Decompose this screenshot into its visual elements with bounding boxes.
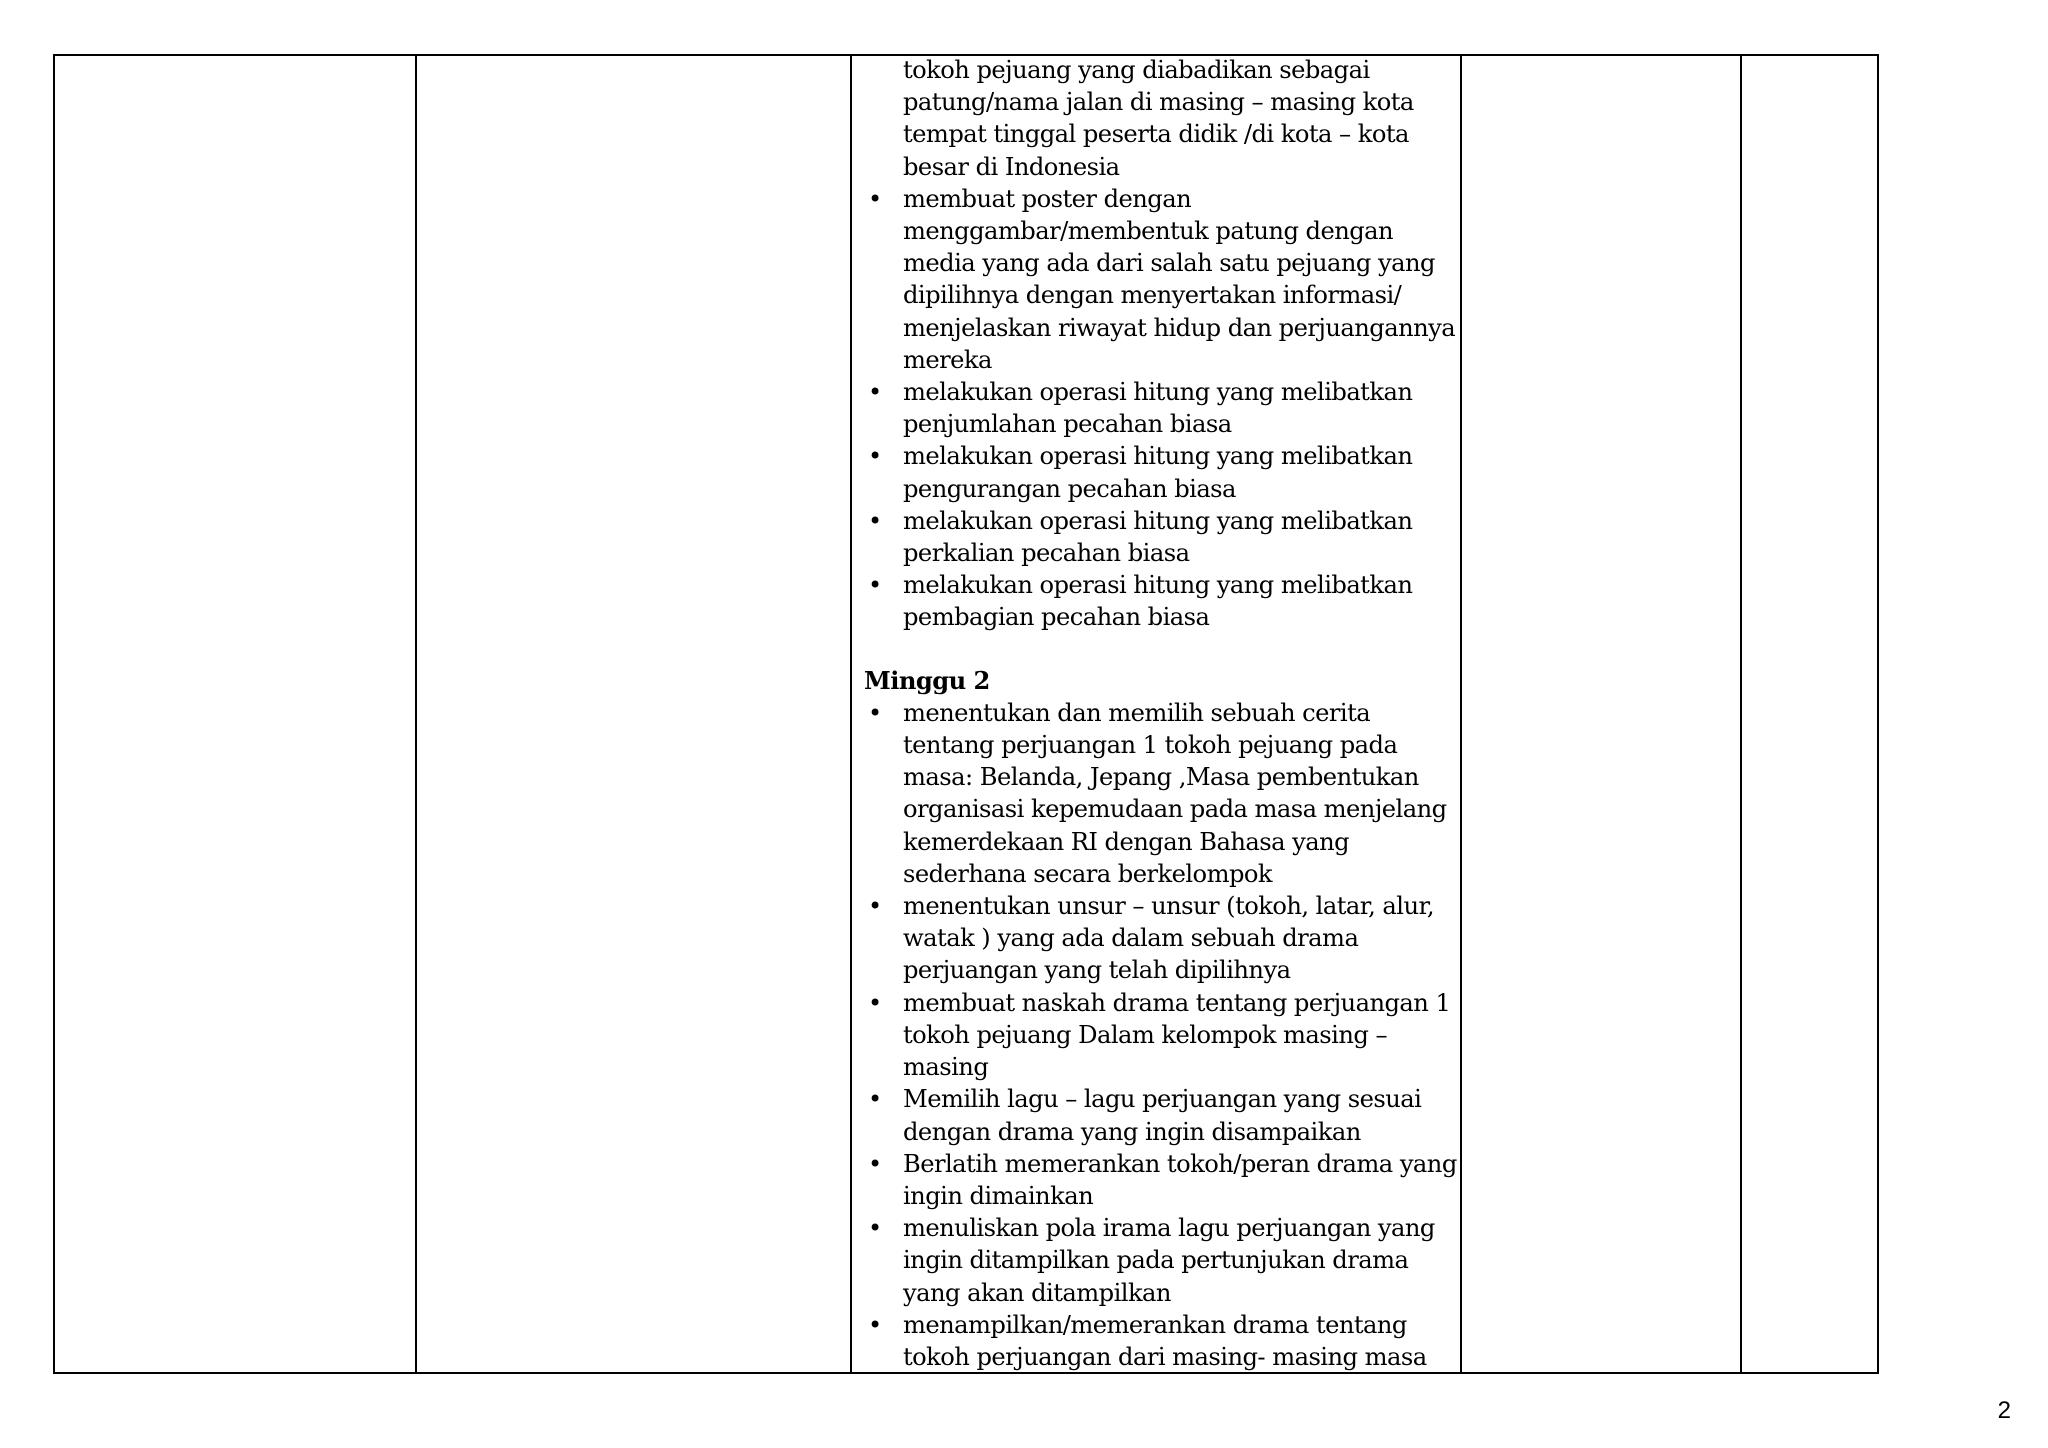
continued-item-text: tokoh pejuang yang diabadikan sebagai patung/nama jalan di masing – masing kota tempat tinggal peserta didik /di kota – kota besar di Indonesia <box>903 56 1414 181</box>
activities-cell <box>864 54 1464 1373</box>
list-item <box>864 376 1464 440</box>
table-column-divider <box>1740 56 1742 1372</box>
list-item-text: menampilkan/memerankan drama tentang tokoh perjuangan dari masing- masing masa <box>903 1310 1427 1371</box>
list-item-text: membuat poster dengan menggambar/membentuk patung dengan media yang ada dari salah satu pejuang yang dipilihnya dengan menyertakan informasi/ menjelaskan riwayat hidup dan perjuangannya mereka <box>903 184 1456 374</box>
spacer <box>864 634 1464 665</box>
list-item-text: menuliskan pola irama lagu perjuangan yang ingin ditampilkan pada pertunjukan drama yang akan ditampilkan <box>903 1214 1435 1307</box>
list-item-text: melakukan operasi hitung yang melibatkan perkalian pecahan biasa <box>903 506 1413 568</box>
bullet-icon: • <box>868 442 882 471</box>
bullet-icon: • <box>868 892 882 921</box>
week2-heading: Minggu 2 <box>864 665 990 695</box>
bullet-icon: • <box>868 988 882 1017</box>
list-item-text: menentukan unsur – unsur (tokoh, latar, alur, watak ) yang ada dalam sebuah drama perjuangan yang telah dipilihnya <box>903 892 1434 985</box>
bullet-icon: • <box>868 571 882 600</box>
list-item <box>864 1148 1464 1212</box>
list-item <box>864 505 1464 569</box>
list-item <box>864 697 1464 890</box>
list-item <box>864 1083 1464 1147</box>
list-item-text: menentukan dan memilih sebuah cerita tentang perjuangan 1 tokoh pejuang pada masa: Belanda, Jepang ,Masa pembentukan organisasi kepemudaan pada masa menjelang kemerdekaan RI dengan Bahasa yang sederhana secara berkelompok <box>903 698 1447 888</box>
bullet-icon: • <box>868 1310 882 1339</box>
list-item-text: melakukan operasi hitung yang melibatkan pembagian pecahan biasa <box>903 571 1413 632</box>
list-item-text: Memilih lagu – lagu perjuangan yang sesuai dengan drama yang ingin disampaikan <box>903 1085 1422 1146</box>
list-item <box>864 890 1464 987</box>
list-item-text: melakukan operasi hitung yang melibatkan pengurangan pecahan biasa <box>903 442 1413 503</box>
bullet-icon: • <box>868 1149 882 1178</box>
bullet-icon: • <box>868 506 882 535</box>
bullet-icon: • <box>868 698 882 727</box>
list-item-text: Berlatih memerankan tokoh/peran drama yang ingin dimainkan <box>903 1149 1457 1210</box>
table-column-divider <box>850 56 852 1372</box>
week1-activity-list <box>864 183 1464 634</box>
list-item <box>864 569 1464 633</box>
list-item <box>864 1212 1464 1309</box>
list-item <box>864 987 1464 1084</box>
page-number: 2 <box>1997 1397 2011 1424</box>
list-item-text: melakukan operasi hitung yang melibatkan penjumlahan pecahan biasa <box>903 378 1413 439</box>
bullet-icon: • <box>868 1085 882 1114</box>
bullet-icon: • <box>868 378 882 407</box>
list-item <box>864 1309 1464 1373</box>
week2-activity-list <box>864 697 1464 1373</box>
bullet-icon: • <box>868 184 882 213</box>
list-item <box>864 440 1464 504</box>
table-column-divider <box>415 56 417 1372</box>
list-item <box>864 183 1464 376</box>
bullet-icon: • <box>868 1214 882 1243</box>
list-item-text: membuat naskah drama tentang perjuangan 1 tokoh pejuang Dalam kelompok masing – masing <box>903 988 1451 1082</box>
